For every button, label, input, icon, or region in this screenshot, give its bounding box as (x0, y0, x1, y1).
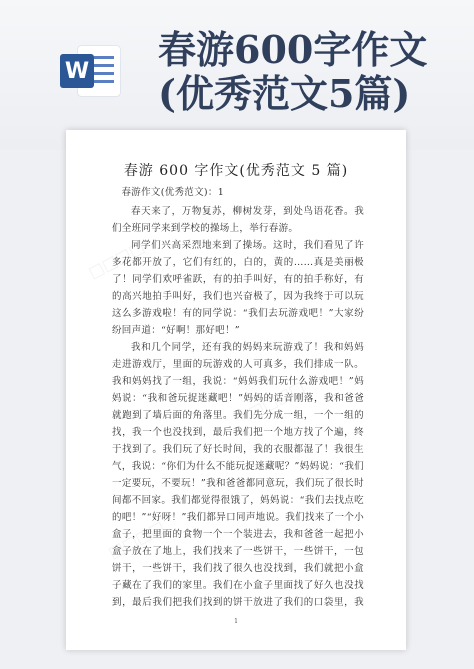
page-number: 1 (234, 618, 238, 625)
paragraph: 我和几个同学，还有我的妈妈来玩游戏了！我和妈妈走进游戏厅，里面的玩游戏的人可真多，我们排成一队。我和妈妈找了一组，我说：“妈妈我们玩什么游戏吧！”妈妈说：“我和爸玩捉迷藏吧！”妈妈的话音刚落，我和爸爸就跑到了墙后面的角落里。我们先分成一组，一个一组的找，我一个也没找到，最后我们把一个地方找了个遍，终于找到了。我们玩了好长时间，我的衣服都湿了！我很生气，我说：“你们为什么不能玩捉迷藏呢？”妈妈说：“我们一定要玩，不要玩！”我和爸爸都同意玩，我们玩了很长时间都不回家。我们都觉得很饿了，妈妈说：“我们去找点吃的吧！”“好呀！”我们都异口同声地说。我们找来了一个小盒子，把里面的食物一个一个装进去，我和爸爸一起把小盒子放在了地上，我们找来了一些饼干，一些饼干，一包饼干，一些饼干，我们找了很久也没找到，我们就把小盒子藏在了我们的家里。我们在小盒子里面找了好久也没找到，最后我们把我们找到的饼干放进了我们的口袋里，我 (112, 342, 364, 608)
document-body (112, 184, 364, 612)
paragraph: 春天来了，万物复苏，柳树发芽，到处鸟语花香。我们全班同学来到学校的操场上，举行春游。 (112, 206, 364, 234)
watermark: □□□□ (245, 376, 308, 423)
banner-title-line2: (优秀范文5篇) (158, 71, 411, 116)
word-badge: W (60, 54, 94, 88)
paragraph: 同学们兴高采烈地来到了操场。这时，我们看见了许多花都开放了，它们有红的，白的，黄的……真是美丽极了！同学们欢呼雀跃，有的拍手叫好，有的拍手称好，有的高兴地拍手叫好，我们也兴奋极了，因为我终于可以玩这么多游戏啦！有的同学说：“我们去玩游戏吧！”大家纷纷回声道：“好啊！那好吧！” (112, 240, 364, 336)
watermark: □□□□ (85, 236, 148, 283)
document-page (66, 130, 406, 650)
word-logo (60, 40, 124, 102)
document-title: 春游 600 字作文(优秀范文 5 篇) (123, 163, 349, 179)
section-heading: 春游作文(优秀范文)：1 (121, 187, 225, 198)
watermark: □□□□ (105, 516, 168, 563)
banner-title-line1: 春游600字作文 (158, 27, 428, 72)
banner-title (158, 28, 458, 116)
